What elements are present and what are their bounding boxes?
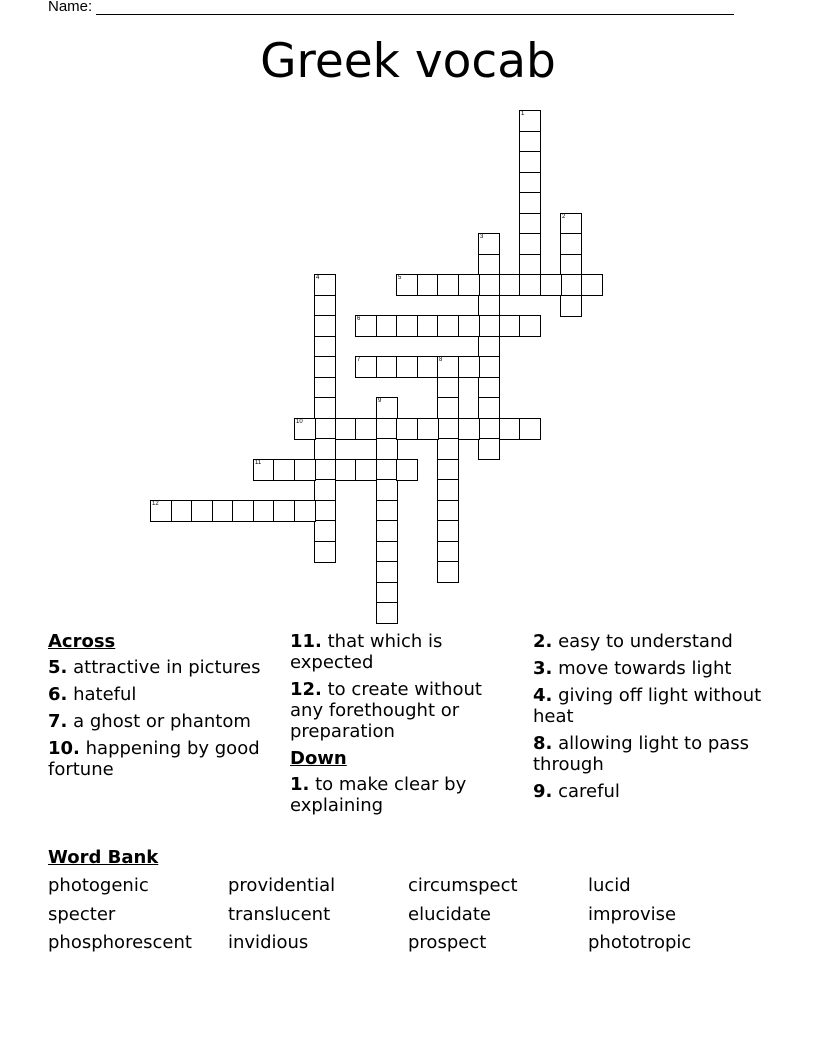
crossword-cell[interactable]: [314, 520, 336, 542]
crossword-cell[interactable]: [437, 438, 459, 460]
clue-number: 7: [357, 357, 361, 363]
clue-number: 4: [316, 275, 320, 281]
crossword-cell[interactable]: [437, 377, 459, 399]
crossword-cell[interactable]: [355, 356, 377, 378]
crossword-cell[interactable]: [396, 418, 418, 440]
crossword-cell[interactable]: [437, 397, 459, 419]
clue-number: 2: [562, 214, 566, 220]
crossword-cell[interactable]: [560, 233, 582, 255]
clue-down-2: 2. easy to understand: [533, 631, 733, 652]
crossword-cell[interactable]: [212, 500, 234, 522]
clue-down-4: 4. giving off light without heat: [533, 685, 762, 727]
clue-across-12: 12. to create without any forethought or preparation: [290, 679, 482, 742]
crossword-cell[interactable]: [519, 192, 541, 214]
word-bank-item: specter: [48, 904, 116, 925]
crossword-cell[interactable]: [437, 356, 459, 378]
crossword-cell[interactable]: [314, 418, 336, 440]
crossword-cell[interactable]: [478, 438, 500, 460]
crossword-cell[interactable]: [437, 541, 459, 563]
crossword-cell[interactable]: [314, 541, 336, 563]
crossword-cell[interactable]: [519, 110, 541, 132]
crossword-cell[interactable]: [478, 418, 500, 440]
crossword-cell[interactable]: [437, 274, 459, 296]
crossword-cell[interactable]: [478, 315, 500, 337]
crossword-cell[interactable]: [560, 295, 582, 317]
crossword-cell[interactable]: [437, 520, 459, 542]
crossword-cell[interactable]: [376, 500, 398, 522]
word-bank-title: Word Bank: [48, 847, 159, 868]
crossword-cell[interactable]: [253, 500, 275, 522]
word-bank-item: elucidate: [408, 904, 491, 925]
down-header: Down: [290, 748, 347, 769]
crossword-cell[interactable]: [314, 315, 336, 337]
clue-down-1: 1. to make clear by explaining: [290, 774, 467, 816]
crossword-cell[interactable]: [294, 459, 316, 481]
across-header: Across: [48, 631, 116, 652]
crossword-cell[interactable]: [376, 315, 398, 337]
clue-number: 11: [255, 460, 262, 466]
word-bank-item: translucent: [228, 904, 331, 925]
crossword-cell[interactable]: [417, 315, 439, 337]
word-bank-item: invidious: [228, 932, 309, 953]
crossword-cell[interactable]: [437, 479, 459, 501]
crossword-cell[interactable]: [478, 295, 500, 317]
word-bank-item: providential: [228, 875, 336, 896]
crossword-cell[interactable]: [376, 541, 398, 563]
crossword-cell[interactable]: [396, 356, 418, 378]
crossword-cell[interactable]: [560, 274, 582, 296]
crossword-cell[interactable]: [396, 315, 418, 337]
crossword-cell[interactable]: [560, 213, 582, 235]
crossword-cell[interactable]: [417, 356, 439, 378]
crossword-cell[interactable]: [437, 459, 459, 481]
name-label: Name:: [48, 0, 93, 15]
clue-across-6: 6. hateful: [48, 684, 137, 705]
crossword-cell[interactable]: [376, 459, 398, 481]
crossword-cell[interactable]: [458, 356, 480, 378]
crossword-cell[interactable]: [519, 254, 541, 276]
crossword-cell[interactable]: [191, 500, 213, 522]
crossword-cell[interactable]: [519, 213, 541, 235]
word-bank-item: lucid: [588, 875, 631, 896]
crossword-cell[interactable]: [376, 602, 398, 624]
crossword-cell[interactable]: [314, 500, 336, 522]
crossword-cell[interactable]: [376, 438, 398, 460]
crossword-cell[interactable]: [314, 274, 336, 296]
clue-across-7: 7. a ghost or phantom: [48, 711, 251, 732]
crossword-cell[interactable]: [314, 479, 336, 501]
clue-down-8: 8. allowing light to pass through: [533, 733, 750, 775]
crossword-cell[interactable]: [253, 459, 275, 481]
crossword-cell[interactable]: [519, 418, 541, 440]
crossword-cell[interactable]: [437, 561, 459, 583]
crossword-cell[interactable]: [294, 418, 316, 440]
crossword-cell[interactable]: [376, 582, 398, 604]
page-title: Greek vocab: [260, 34, 556, 89]
crossword-cell[interactable]: [314, 397, 336, 419]
crossword-cell[interactable]: [335, 418, 357, 440]
crossword-cell[interactable]: [376, 397, 398, 419]
crossword-cell[interactable]: [519, 131, 541, 153]
crossword-cell[interactable]: [458, 418, 480, 440]
clue-across-11: 11. that which is expected: [290, 631, 443, 673]
crossword-cell[interactable]: [150, 500, 172, 522]
crossword-cell[interactable]: [273, 459, 295, 481]
crossword-cell[interactable]: [499, 274, 521, 296]
word-bank-item: phosphorescent: [48, 932, 192, 953]
crossword-cell[interactable]: [314, 295, 336, 317]
clue-number: 1: [521, 111, 525, 117]
crossword-cell[interactable]: [355, 459, 377, 481]
crossword-cell[interactable]: [499, 315, 521, 337]
crossword-cell[interactable]: [355, 418, 377, 440]
crossword-cell[interactable]: [314, 356, 336, 378]
clues-column-3: [533, 631, 763, 808]
crossword-cell[interactable]: [478, 274, 500, 296]
crossword-cell[interactable]: [437, 315, 459, 337]
crossword-cell[interactable]: [458, 274, 480, 296]
crossword-cell[interactable]: [478, 356, 500, 378]
crossword-cell[interactable]: [376, 356, 398, 378]
crossword-cell[interactable]: [519, 151, 541, 173]
crossword-cell[interactable]: [376, 418, 398, 440]
crossword-cell[interactable]: [499, 418, 521, 440]
crossword-cell[interactable]: [478, 233, 500, 255]
crossword-cell[interactable]: [232, 500, 254, 522]
word-bank-item: phototropic: [588, 932, 692, 953]
word-bank-item: circumspect: [408, 875, 518, 896]
word-bank-item: prospect: [408, 932, 487, 953]
crossword-cell[interactable]: [478, 397, 500, 419]
clue-across-10: 10. happening by good fortune: [48, 738, 260, 780]
crossword-cell[interactable]: [396, 459, 418, 481]
crossword-cell[interactable]: [314, 377, 336, 399]
crossword-cell[interactable]: [273, 500, 295, 522]
crossword-cell[interactable]: [294, 500, 316, 522]
crossword-cell[interactable]: [376, 561, 398, 583]
crossword-cell[interactable]: [417, 274, 439, 296]
word-bank-item: improvise: [588, 904, 677, 925]
clue-number: 3: [480, 234, 484, 240]
crossword-cell[interactable]: [581, 274, 603, 296]
crossword-cell[interactable]: [478, 336, 500, 358]
clue-number: 9: [378, 398, 382, 404]
crossword-cell[interactable]: [478, 377, 500, 399]
crossword-cell[interactable]: [396, 274, 418, 296]
clue-down-3: 3. move towards light: [533, 658, 732, 679]
crossword-cell[interactable]: [355, 315, 377, 337]
clue-down-9: 9. careful: [533, 781, 620, 802]
clue-number: 8: [439, 357, 443, 363]
crossword-cell[interactable]: [540, 274, 562, 296]
crossword-cell[interactable]: [417, 418, 439, 440]
clue-number: 6: [357, 316, 361, 322]
word-bank-item: photogenic: [48, 875, 149, 896]
crossword-cell[interactable]: [560, 254, 582, 276]
clue-number: 12: [152, 501, 159, 507]
crossword-cell[interactable]: [519, 233, 541, 255]
crossword-cell[interactable]: [437, 418, 459, 440]
crossword-cell[interactable]: [458, 315, 480, 337]
crossword-cell[interactable]: [478, 254, 500, 276]
crossword-cell[interactable]: [314, 336, 336, 358]
crossword-cell[interactable]: [376, 479, 398, 501]
clue-across-5: 5. attractive in pictures: [48, 657, 261, 678]
clue-number: 5: [398, 275, 402, 281]
crossword-cell[interactable]: [519, 274, 541, 296]
crossword-cell[interactable]: [519, 172, 541, 194]
crossword-cell[interactable]: [335, 459, 357, 481]
crossword-cell[interactable]: [314, 438, 336, 460]
crossword-cell[interactable]: [437, 500, 459, 522]
crossword-cell[interactable]: [376, 520, 398, 542]
clues-column-2: [290, 631, 520, 822]
clues-column-1: [48, 631, 278, 786]
crossword-cell[interactable]: [171, 500, 193, 522]
crossword-cell[interactable]: [519, 315, 541, 337]
crossword-cell[interactable]: [314, 459, 336, 481]
clue-number: 10: [296, 419, 303, 425]
